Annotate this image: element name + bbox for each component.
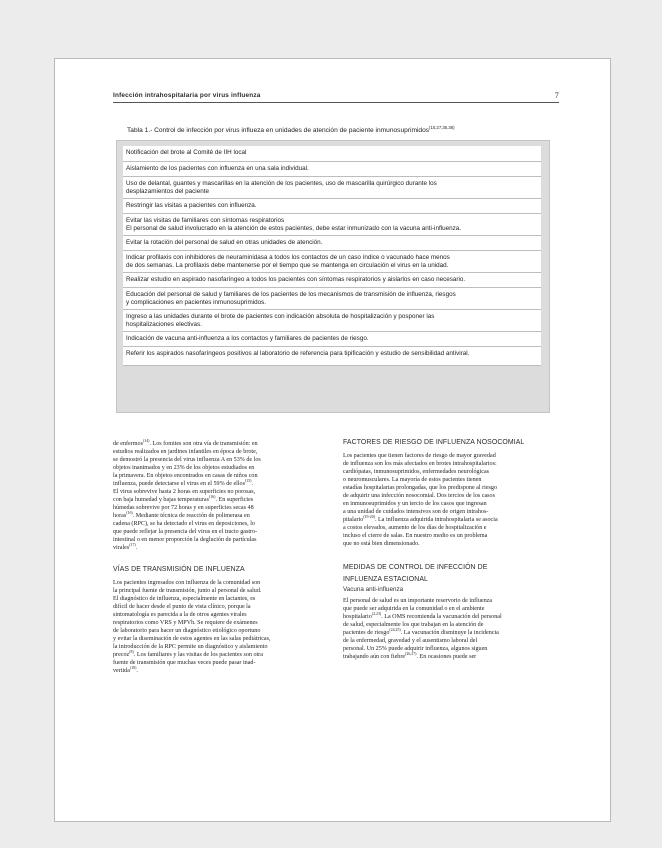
text-line: intestinal o en menor proporción la deglución de partículas bbox=[113, 537, 257, 543]
left-paragraph-2 bbox=[113, 579, 325, 675]
text-line: o neuromusculares. La mayoría de estos pacientes tienen bbox=[343, 477, 482, 483]
text-line: a costos elevados, aumento de los días de hospitalización e bbox=[343, 525, 487, 531]
text-line: que puede ser adquirida en la comunidad o en el ambiente bbox=[343, 606, 485, 612]
table-row-text: Indicación de vacuna anti-influenza a los contactos y familiares de pacientes de riesgo. bbox=[126, 335, 369, 342]
citation-ref: (15) bbox=[244, 478, 252, 483]
text-line: a una unidad de cuidados intensivos son de origen intrahos- bbox=[343, 509, 489, 515]
citation-ref: (2,23) bbox=[371, 611, 382, 616]
text-line: pacientes de riesgo$^{(24,25)}$. La vacunación disminuye la incidencia bbox=[343, 627, 499, 636]
table-caption-text: Tabla 1.- Control de infección por virus influeza en unidades de atención de paciente inmunosuprimidos bbox=[127, 127, 430, 135]
table-row bbox=[123, 310, 541, 332]
citation-ref: (26,27) bbox=[405, 651, 417, 656]
text-line: de adquirir una infección nosocomial. Dos tercios de los casos bbox=[343, 493, 495, 499]
table-row-text: hospitalizaciones electivas. bbox=[126, 320, 202, 328]
table-row-text: Evitar la rotación del personal de salud en otras unidades de atención. bbox=[126, 239, 323, 246]
page-number: 7 bbox=[554, 91, 559, 100]
text-line: de laboratorio para hacer un diagnóstico etiológico oportuno bbox=[113, 628, 261, 634]
text-line: virales$^{(17)}$. bbox=[113, 542, 138, 551]
header-rule bbox=[113, 102, 559, 103]
text-line: que puede reflejar la presencia del virus en el tracto gastro- bbox=[113, 529, 258, 535]
table-body bbox=[123, 146, 541, 366]
table-row-text: desplazamientos del paciente bbox=[126, 187, 209, 195]
table-row bbox=[123, 332, 541, 347]
citation-ref: (8) bbox=[129, 649, 134, 654]
text-line: personal. Un 25% puede adquirir influenza, algunos siguen bbox=[343, 646, 488, 652]
text-line: objetos inanimados y en 23% de los objetos estudiados en bbox=[113, 465, 255, 471]
text-line: El personal de salud es un importante reservorio de influenza bbox=[343, 598, 493, 604]
left-paragraph-1 bbox=[113, 440, 325, 552]
document-page bbox=[54, 58, 611, 822]
text-line: y evitar la diseminación de estos agentes en las salas pediátricas, bbox=[113, 636, 271, 642]
table-row bbox=[123, 146, 541, 162]
table-row-text: Referir los aspirados nasofaríngeos positivos al laboratorio de referencia para tipificación y estudio de sensibilidad antiviral. bbox=[126, 350, 470, 357]
table-row bbox=[123, 199, 541, 214]
table-row-text: Indicar profilaxis con inhibidores de neuraminidasa a todos los contactos de un caso índice o vacunado hace menos bbox=[126, 254, 450, 261]
right-paragraph-2 bbox=[343, 597, 555, 661]
table-row-text: Uso de delantal, guantes y mascarillas en la atención de los pacientes, uso de mascarilla quirúrgico durante los bbox=[126, 180, 437, 187]
citation-ref: (18) bbox=[129, 665, 137, 670]
section-title-control-measures-line1: MEDIDAS DE CONTROL DE INFECCIÓN DE bbox=[343, 564, 488, 571]
table-row bbox=[123, 347, 541, 366]
text-line: la introducción de la RPC permite un diagnóstico y aislamiento bbox=[113, 644, 268, 650]
text-line: hospitalario$^{(2,23)}$. La OMS recomienda la vacunación del personal bbox=[343, 611, 502, 620]
table-row bbox=[123, 236, 541, 251]
citation-ref: (14) bbox=[142, 438, 150, 443]
citation-ref: (17) bbox=[129, 542, 136, 547]
text-line: que no está bien dimensionado. bbox=[343, 541, 420, 547]
citation-ref: (19-20) bbox=[363, 514, 375, 519]
table-row-text: Restringir las visitas a pacientes con influenza. bbox=[126, 202, 257, 209]
table-row bbox=[123, 177, 541, 199]
text-line: trabajando aún con fiebre$^{(26,27)}$. En ocasiones puede ser bbox=[343, 651, 477, 660]
text-line: El diagnóstico de influenza, especialmente en lactantes, es bbox=[113, 596, 256, 602]
section-title-risk-factors: FACTORES DE RIESGO DE INFLUENZA NOSOCOMIAL bbox=[343, 439, 525, 446]
table-caption bbox=[127, 125, 567, 134]
table-row-text: Evitar las visitas de familiares con síntomas respiratorios bbox=[126, 217, 285, 224]
text-line: estadías hospitalarias prolongadas, que los predispone al riesgo bbox=[343, 485, 497, 491]
table-row-text: Aislamiento de los pacientes con influenza en una sala individual. bbox=[126, 165, 309, 172]
table-row-text: y complicaciones en pacientes inmunosuprimidos. bbox=[126, 298, 267, 306]
table-row-text: Educación del personal de salud y familiares de los pacientes de los mecanismos de transmisión de influenza, riesgos bbox=[126, 291, 456, 298]
text-line: horas$^{(16)}$. Mediante técnica de reacción de polimerasa en bbox=[113, 510, 250, 519]
table-row bbox=[123, 288, 541, 310]
text-line: de influenza son los más afectados en brotes intrahospitalarios: bbox=[343, 461, 497, 467]
text-line: húmedas sobrevive por 72 horas y en superficies secas 48 bbox=[113, 505, 254, 511]
text-line: de la enfermedad, gravedad y el ausentismo laboral del bbox=[343, 638, 478, 644]
table-caption-refs: (10,27,35,36) bbox=[429, 125, 455, 130]
text-line: con baja humedad y bajas temperaturas$^{(16)}$. En superficies bbox=[113, 494, 254, 503]
text-line: El virus sobrevive hasta 2 horas en superficies no porosas, bbox=[113, 489, 256, 495]
text-line: vertida$^{(18)}$. bbox=[113, 665, 138, 674]
text-line: respiratorios como VRS y MPVh. Se requiere de exámenes bbox=[113, 620, 258, 626]
text-line: estudios realizados en jardines infantiles en época de brote, bbox=[113, 449, 258, 455]
table-row-text: de dos semanas. La profilaxis debe mantenerse por el tiempo que se mantenga en circulación el virus en la unidad. bbox=[126, 261, 449, 269]
running-header bbox=[113, 92, 559, 99]
table-row bbox=[123, 251, 541, 273]
text-line: Los pacientes que tienen factores de riesgo de mayor gravedad bbox=[343, 453, 496, 459]
right-column bbox=[343, 439, 555, 661]
subsection-title-vaccine: Vacuna anti-influenza bbox=[343, 586, 404, 593]
infection-control-table bbox=[116, 140, 550, 413]
text-line: pitalario$^{(19-20)}$. La influenza adquirida intrahospitalaria se asocia bbox=[343, 514, 498, 523]
table-row-text: Realizar estudio en aspirado nasofaríngeo a todos los pacientes con síntomas respiratorios y aislarlos en caso necesario. bbox=[126, 276, 466, 283]
text-line: se demostró la presencia del virus influenza A en 53% de los bbox=[113, 457, 261, 463]
text-line: cadena (RPC), se ha detectado el virus en deposiciones, lo bbox=[113, 521, 255, 527]
right-paragraph-1 bbox=[343, 452, 555, 548]
text-line: incluso el cierre de salas. En nuestro medio es un problema bbox=[343, 533, 488, 539]
section-title-transmission: VÍAS DE TRANSMISIÓN DE INFLUENZA bbox=[113, 566, 245, 573]
table-row bbox=[123, 214, 541, 236]
table-row bbox=[123, 162, 541, 177]
table-row-text: El personal de salud involucrado en la atención de estos pacientes, debe estar inmunizado con la vacuna anti-influenza. bbox=[126, 224, 462, 232]
text-line: de salud, especialmente los que trabajan en la atención de bbox=[343, 622, 484, 628]
table-row bbox=[123, 273, 541, 288]
text-line: Los pacientes ingresados con influenza de la comunidad son bbox=[113, 580, 261, 586]
section-title-control-measures-line2: INFLUENZA ESTACIONAL bbox=[343, 576, 428, 583]
text-line: en inmunosuprimidos y un tercio de los casos que ingresan bbox=[343, 501, 487, 507]
text-line: la primavera. En objetos encontrados en casas de niños con bbox=[113, 473, 258, 479]
text-line: la principal fuente de transmisión, junto al personal de salud. bbox=[113, 588, 262, 594]
text-line: de enfermos$^{(14)}$. Los fomites son otra vía de transmisión: en bbox=[113, 438, 258, 447]
text-line: precoz$^{(8)}$. Los familiares y las visitas de los pacientes son otra bbox=[113, 649, 263, 658]
citation-ref: (16) bbox=[126, 510, 133, 515]
table-row-text: Notificación del brote al Comité de IIH local bbox=[126, 149, 247, 156]
text-line: sintomatología es parecida a la de otros agentes virales bbox=[113, 612, 247, 618]
table-row-text: Ingreso a las unidades durante el brote de pacientes con indicación absoluta de hospitalización y posponer las bbox=[126, 313, 435, 320]
citation-ref: (16) bbox=[208, 494, 216, 499]
running-title: Infección intrahospitalaria por virus influenza bbox=[113, 92, 261, 99]
text-line: influenza, puede detectarse el virus en el 59% de ellos$^{(15)}$. bbox=[113, 478, 253, 487]
text-line: difícil de hacer desde el punto de vista clínico, porque la bbox=[113, 604, 251, 610]
text-line: fuente de transmisión que muchas veces puede pasar inad- bbox=[113, 660, 256, 666]
citation-ref: (24,25) bbox=[389, 627, 401, 632]
text-line: cardiópatas, inmunosuprimidos, enfermedades neurológicas bbox=[343, 469, 490, 475]
left-column bbox=[113, 440, 325, 675]
